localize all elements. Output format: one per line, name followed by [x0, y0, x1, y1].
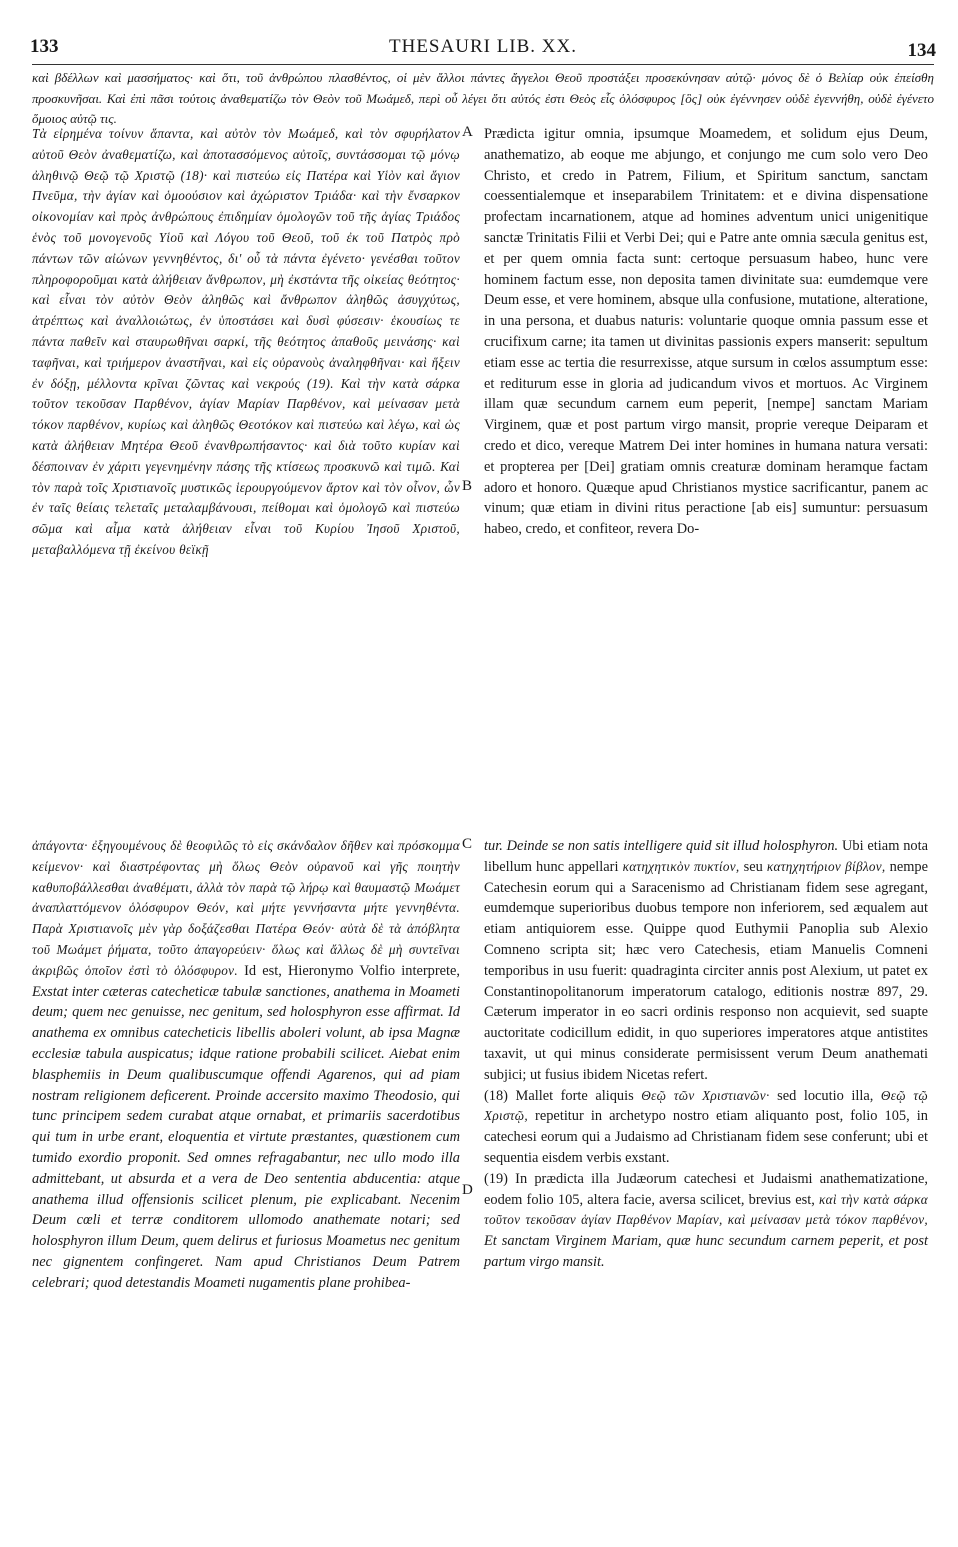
commentary-greek: ἀπάγοντα· ἐξηγουμένους δὲ θεοφιλῶς τὸ εἰς σκάνδαλον δῆθεν καὶ πρόσκομμα κείμενον· καὶ διαστρέφοντας μὴ ὅλως Θεὸν οὐρανοῦ καὶ γῆς ποιητὴν καθυποβάλλεσθαι ἀναθέματι, ἀλλὰ τὸν παρὰ τῷ λήρῳ καὶ θαυμαστῷ Μωάμετ ἀναπλαττόμενον ὁλόσφυρον Θεόν, καὶ μήτε γεννήσαντα μήτε γεννηθέντα. Παρὰ Χριστιανοῖς μὲν γὰρ δοξάζεσθαι Πατέρα Θεόν· αὐτὰ δὲ τὰ ἀπόβλητα τοῦ Μωάμετ ῥήματα, τοῦτο ἀπαγορεύειν· ὅλως καὶ ἄλλως δὲ μὴ συντεῖναι ἀκριβῶς ὁποῖον ἐστὶ τὸ ὁλόσφυρον.: [32, 838, 460, 978]
commentary-left: [32, 836, 460, 1294]
margin-marker-b: B: [462, 478, 473, 494]
page-number-right: 134: [907, 40, 936, 61]
intro-greek-text: καὶ βδέλλων καὶ μασσήματος· καὶ ὅτι, τοῦ ἀνθρώπου πλασθέντος, οἱ μὲν ἄλλοι πάντες ἄγγελοι Θεοῦ προστάξει προσεκύνησαν αὐτῷ· μόνος δὲ ὁ Βελίαρ οὐκ ἐπείσθη προσκυνῆσαι. Καὶ ἐπὶ πᾶσι τούτοις ἀναθεματίζω τὸν Θεὸν τοῦ Μωάμεδ, περὶ οὗ λέγει ὅτι αὐτός ἐστι Θεὸς εἷς ὁλόσφυρος [ὃς] οὐκ ἐγέννησεν οὐδὲ ἐγεννήθη, οὐδὲ ἐγένετο ὅμοιος αὐτῷ τις.: [32, 70, 934, 126]
footnote-18-text-1: (18) Mallet forte aliquis: [484, 1087, 642, 1104]
running-title: THESAURI LIB. XX.: [389, 36, 577, 57]
footnote-18: [484, 1086, 928, 1169]
latin-column-top: Prædicta igitur omnia, ipsumque Moamedem, et solidum ejus Deum, anathematizo, ab eoque me abjungo, et conjungo me cum solo vero Deo Christo, et credo in Patrem, Filium, et Spiritum sanctum, sanctam coessentialemque et inseparabilem Trinitatem: et e divina dispensatione profectam incarnationem, atque ad homines adventum unici unigenitique sanctæ Trinitatis Filii et Verbi Dei; qui e Patre ante omnia sæcula genitus est, et per quem omnia facta sunt: certoque persuasum habeo, hunc vere hominem factum esse, non deposita tamen divinitate sua: eumdemque vere Deum esse, et vere hominem, absque ulla confusione, mutatione, alteratione, in una persona, et duabus naturis: voluntarie quoque omnia passum esse et crucifixum carne; ita tamen ut divinitas passionis expers manserit: sepultum etiam esse ac tertia die resurrexisse, atque sursum in cœlos assumptum esse: et rediturum esse in gloria ad judicandum vivos et mortuos. Ac Virginem illam quæ secundum carnem eum peperit, [nempe] sanctam Mariam Virginem, quæ et post partum virgo mansit, proprie vereque Deiparam et credo et dico, vereque Matrem Dei inter homines in humana natura versati: et propterea per [Dei] gratiam omnis creaturæ dominam heramque factam adoro et honoro. Quæque apud Christianos mystice sacrificantur, panem ac vinum; quæ etiam in divini ritus peractione [ab eis] sumuntur: persuasum habeo, credo, et confiteor, revera Do-: [484, 126, 928, 538]
commentary-right-greek-2: κατηχητήριον βίβλον,: [766, 858, 886, 874]
commentary-right-italic: tur. Deinde se non satis intelligere quid sit illud holosphyron.: [484, 838, 839, 854]
footnote-18-greek-2: Θεῷ τῷ Χριστῷ,: [484, 1087, 928, 1124]
commentary-right-text-2: seu: [739, 858, 767, 875]
commentary-right: [484, 836, 928, 1273]
margin-marker-c: C: [462, 836, 473, 852]
header-rule: [32, 64, 934, 65]
commentary-right-paragraph: [484, 836, 928, 1086]
margin-marker-a: A: [462, 124, 473, 140]
commentary-right-greek-1: κατηχητικὸν πυκτίον,: [622, 858, 740, 874]
commentary-latin-intro: Id est, Hieronymo Volfio interprete,: [237, 962, 460, 979]
footnote-18-text-3: repetitur in archetypo nostro etiam aliquanto post, folio 105, in catechesi eorum qui a Judaismo ad Christianam fidem sese conferunt; ubi et sequentia eisdem verbis exstant.: [484, 1108, 928, 1166]
footnote-18-text-2: sed locutio illa,: [769, 1087, 881, 1104]
greek-column-top: Τὰ εἰρημένα τοίνυν ἅπαντα, καὶ αὐτὸν τὸν Μωάμεδ, καὶ τὸν σφυρήλατον αὐτοῦ Θεὸν ἀναθεματίζω, καὶ ἀποτασσόμενος αὐτοῖς, συντάσσομαι τῷ μόνῳ ἀληθινῷ Θεῷ τῷ Χριστῷ (18)· καὶ πιστεύω εἰς Πατέρα καὶ Υἱὸν καὶ ἅγιον Πνεῦμα, τὴν ἁγίαν καὶ ὁμοούσιον καὶ ἀχώριστον Τριάδα· καὶ τὴν ἔνσαρκον οἰκονομίαν καὶ πρὸς ἀνθρώπους ἐπιδημίαν ὁμολογῶν τοῦ τῆς ἁγίας Τριάδος ἑνὸς τοῦ μονογενοῦς Υἱοῦ καὶ Λόγου τοῦ Θεοῦ, τοῦ ἐκ τοῦ Πατρὸς πρὸ πάντων τῶν αἰώνων γεννηθέντος, δι' οὗ τὰ πάντα ἐγένετο· γενέσθαι τοῦτον πληροφοροῦμαι κατὰ ἀλήθειαν ἄνθρωπον, μὴ ἐκστάντα τῆς οἰκείας θεότητος· καὶ εἶναι τὸν αὐτὸν Θεὸν ἀληθῶς καὶ ἄνθρωπον ἀληθῶς ἀσυγχύτως, ἀτρέπτως καὶ ἀναλλοιώτως, ἐν ὑποστάσει καὶ δυσὶ φύσεσιν· ἑκουσίως τε πάντα παθεῖν καὶ σταυρωθῆναι σαρκί, τῆς θεότητος ἀπαθοῦς μεινάσης· καὶ ταφῆναι, καὶ τριήμερον ἀναστῆναι, καὶ εἰς οὐρανοὺς ἀναληφθῆναι· καὶ ἥξειν ἐν δόξῃ, μέλλοντα κρῖναι ζῶντας καὶ νεκρούς (19). Καὶ τὴν κατὰ σάρκα τοῦτον τεκοῦσαν Παρθένον, ἁγίαν Μαρίαν Παρθένον, καὶ μείνασαν μετὰ τόκον παρθένον, κυρίως καὶ ἀληθῶς Θεοτόκον καὶ πιστεύω καὶ λέγω, καὶ ὡς κατὰ ἀλήθειαν Μητέρα Θεοῦ ἐνανθρωπήσαντος· καὶ διὰ τοῦτο κυρίαν καὶ δέσποιναν ἐν χάριτι γεγενημένην πάσης τῆς κτίσεως προσκυνῶ καὶ τιμῶ. Καὶ τὸν παρὰ τοῖς Χριστιανοῖς μυστικῶς ἱερουργούμενον ἄρτον καὶ τὸν οἶνον, ὧν ἐν ταῖς θείαις τελεταῖς μεταλαμβάνουσι, πείθομαι καὶ ὁμολογῶ καὶ πιστεύω σῶμα καὶ αἷμα κατὰ ἀλήθειαν εἶναι τοῦ Κυρίου Ἰησοῦ Χριστοῦ, μεταβαλλόμενα τῇ ἐκείνου θεϊκῇ: [32, 126, 460, 557]
page-number-left: 133: [30, 36, 59, 57]
commentary-right-text-3: nempe Catechesin eorum qui a Saracenismo ad Christianam fidem sese agregant, eumdemque superioribus duobus tempore non inferiorem, sed æqualem aut etiam antiquiorem esse. Quippe quod Euthymii Panoplia sub Alexio Comneno scripta sit; hæc vero Catechesis, etiam Manuelis Comneni temporibus in usu fuerit: quadraginta circiter annis post Alexium, ut patet ex Constantinopolitanorum imperatorum catalogo, editionis nostræ 897, 29. Cæterum imperator in eo sacri ordinis responso non acquievit, sed suapte auctoritate codicillum edidit, in quo superiores imperatores atque antistites taxavit, ut qui minus considerate permisissent verum Deum anathemati subjici; ut fusius ibidem Nicetas refert.: [484, 858, 928, 1083]
footnote-19-latin-italic: Et sanctam Virginem Mariam, quæ hunc secundum carnem peperit, et post partum virgo mansit.: [484, 1233, 928, 1270]
commentary-right-text-1: Ubi etiam nota libellum hunc appellari: [484, 838, 929, 875]
footnote-19: [484, 1169, 928, 1273]
commentary-latin-translation: Exstat inter cæteras catecheticæ tabulæ sanctiones, anathema in Moameti deum; quem nec genuisse, nec genitum, sed holosphyron esse affirmat. Id anathema ex omnibus catecheticis libellis aboleri volunt, ab ipsa Magnæ ecclesiæ tabula auspicatus; idque ratione probabili scilicet. Aiebat enim blasphemiis in Deum qualibuscumque offendi Agarenos, qui ad piam nostram religionem deficerent. Proinde accersito maximo Theodosio, qui tunc principem sedem curabat atque ornabat, et primariis sacerdotibus qui tum in urbe erant, eloquentia et virtute præstantes, quæstionem cum tumido exordio proponit. Sed omnes refragabantur, nec ullo modo illa admittebant, ut absurda et a vera de Deo sententia abducentia: atque anathema illud offensionis scilicet plenum, pie explicabant. Necenim Deum cœli et terræ conditorem ullomodo anathemate notari; sed holosphyron illum Deum, quem delirus et furiosus Moametus nec genitum nec gignentem confingeret. Nam apud Christianos Deum Patrem celebrari; quod detestandis Moameti nugamentis plane prohibea-: [32, 983, 460, 1291]
margin-marker-d: D: [462, 1182, 473, 1198]
footnote-19-text-1: (19) In prædicta illa Judæorum catechesi et Judaismi anathematizatione, eodem folio 105, altera facie, aversa scilicet, brevius est,: [484, 1170, 928, 1208]
footnote-19-greek: καὶ τὴν κατὰ σάρκα τοῦτον τεκοῦσαν ἁγίαν Παρθένον Μαρίαν, καὶ μείνασαν μετὰ τόκον παρθένον,: [484, 1191, 928, 1228]
footnote-18-greek-1: Θεῷ τῶν Χριστιανῶν·: [641, 1087, 770, 1103]
